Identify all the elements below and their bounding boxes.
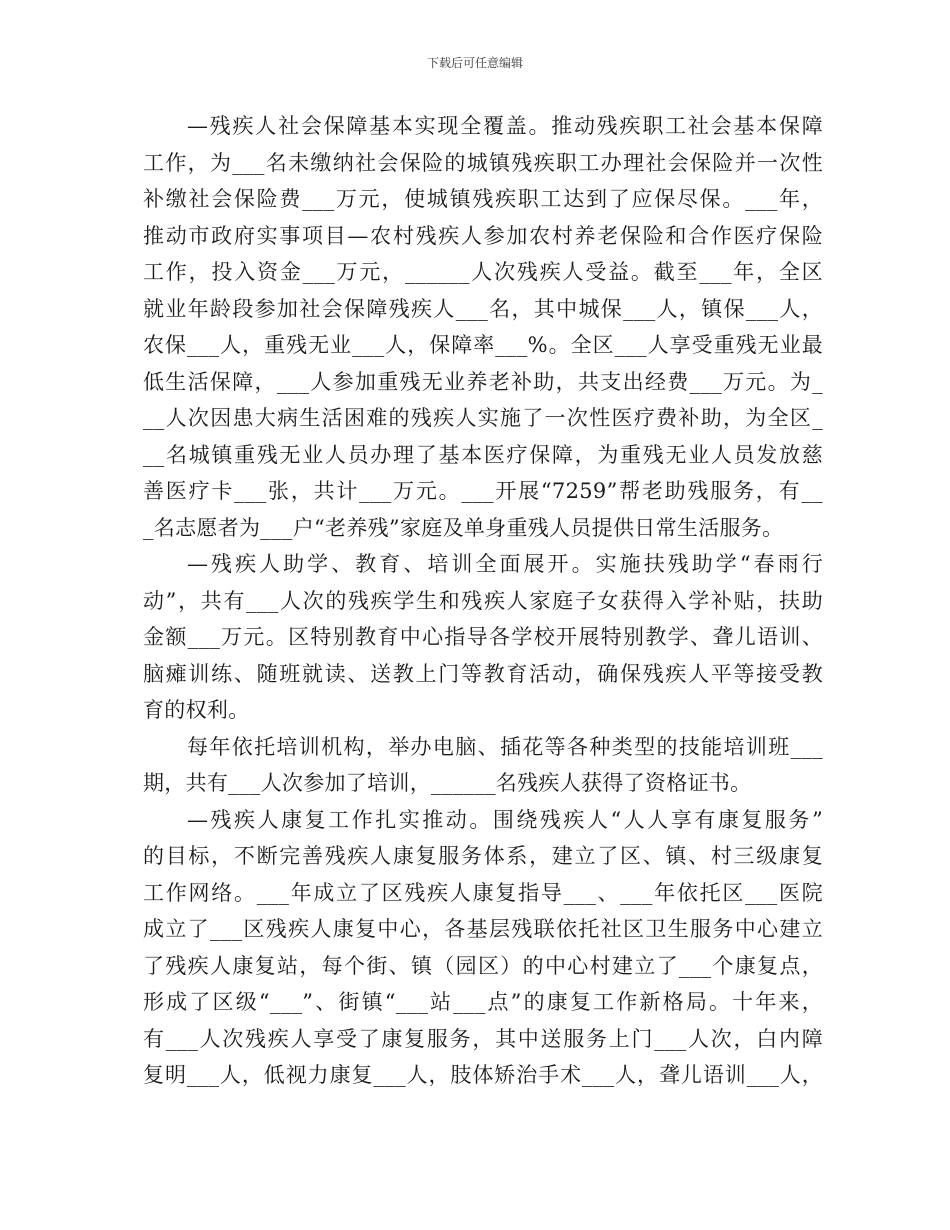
document-body [143, 108, 823, 1094]
paragraph-line: 补缴社会保险费___万元，使城镇残疾职工达到了应保尽保。___年， [143, 187, 823, 211]
paragraph-line: 低生活保障，___人参加重残无业养老补助，共支出经费___万元。为_ [143, 369, 823, 394]
paragraph-line: 脑瘫训练、随班就读、送教上门等教育活动，确保残疾人平等接受教 [143, 661, 823, 686]
paragraph-line: —残疾人康复工作扎实推动。围绕残疾人“人人享有康复服务” [187, 807, 823, 832]
paragraph-line: 善医疗卡___张，共计___万元。___开展“7259”帮老助残服务，有__ [143, 479, 823, 503]
paragraph-line: 就业年龄段参加社会保障残疾人___名，其中城保___人，镇保___人， [143, 296, 823, 321]
paragraph-line: 农保___人，重残无业___人，保障率___%。全区___人享受重残无业最 [143, 333, 823, 357]
paragraph-line: 每年依托培训机构，举办电脑、插花等各种类型的技能培训班___ [187, 734, 823, 759]
paragraph-line: —残疾人助学、教育、培训全面展开。实施扶残助学“春雨行 [187, 552, 823, 576]
paragraph-line: 了残疾人康复站，每个街、镇（园区）的中心村建立了___个康复点， [143, 953, 823, 978]
paragraph-line: 期，共有___人次参加了培训，______名残疾人获得了资格证书。 [143, 771, 752, 795]
paragraph-line: __名城镇重残无业人员办理了基本医疗保障，为重残无业人员发放慈 [143, 442, 823, 467]
paragraph-line: 金额___万元。区特别教育中心指导各学校开展特别教学、聋儿语训、 [143, 625, 823, 649]
paragraph-line: 形成了区级“___”、街镇“___站___点”的康复工作新格局。十年来， [143, 990, 823, 1014]
paragraph-line: 成立了___区残疾人康复中心，各基层残联依托社区卫生服务中心建立 [143, 917, 823, 941]
paragraph-line: 推动市政府实事项目—农村残疾人参加农村养老保险和合作医疗保险 [143, 223, 823, 248]
paragraph-line: __人次因患大病生活困难的残疾人实施了一次性医疗费补助，为全区_ [143, 406, 823, 430]
paragraph-line: 工作，投入资金___万元，______人次残疾人受益。截至___年，全区 [143, 260, 823, 284]
paragraph-line: 工作，为___名未缴纳社会保险的城镇残疾职工办理社会保险并一次性 [143, 150, 823, 175]
paragraph-line: 动”，共有___人次的残疾学生和残疾人家庭子女获得入学补贴，扶助 [143, 588, 823, 613]
paragraph-line: 的目标，不断完善残疾人康复服务体系，建立了区、镇、村三级康复 [143, 844, 823, 868]
paragraph-line: 工作网络。___年成立了区残疾人康复指导___、___年依托区___医院 [143, 880, 823, 905]
paragraph-line: 有___人次残疾人享受了康复服务，其中送服务上门___人次，白内障 [143, 1026, 823, 1051]
page-header: 下载后可任意编辑 [426, 56, 523, 70]
paragraph-line: 复明___人，低视力康复___人，肢体矫治手术___人，聋儿语训___人， [143, 1063, 823, 1087]
paragraph-line: 育的权利。 [143, 698, 250, 722]
paragraph-line: —残疾人社会保障基本实现全覆盖。推动残疾职工社会基本保障 [187, 114, 823, 138]
paragraph-line: _名志愿者为___户“老养残”家庭及单身重残人员提供日常生活服务。 [143, 515, 784, 540]
